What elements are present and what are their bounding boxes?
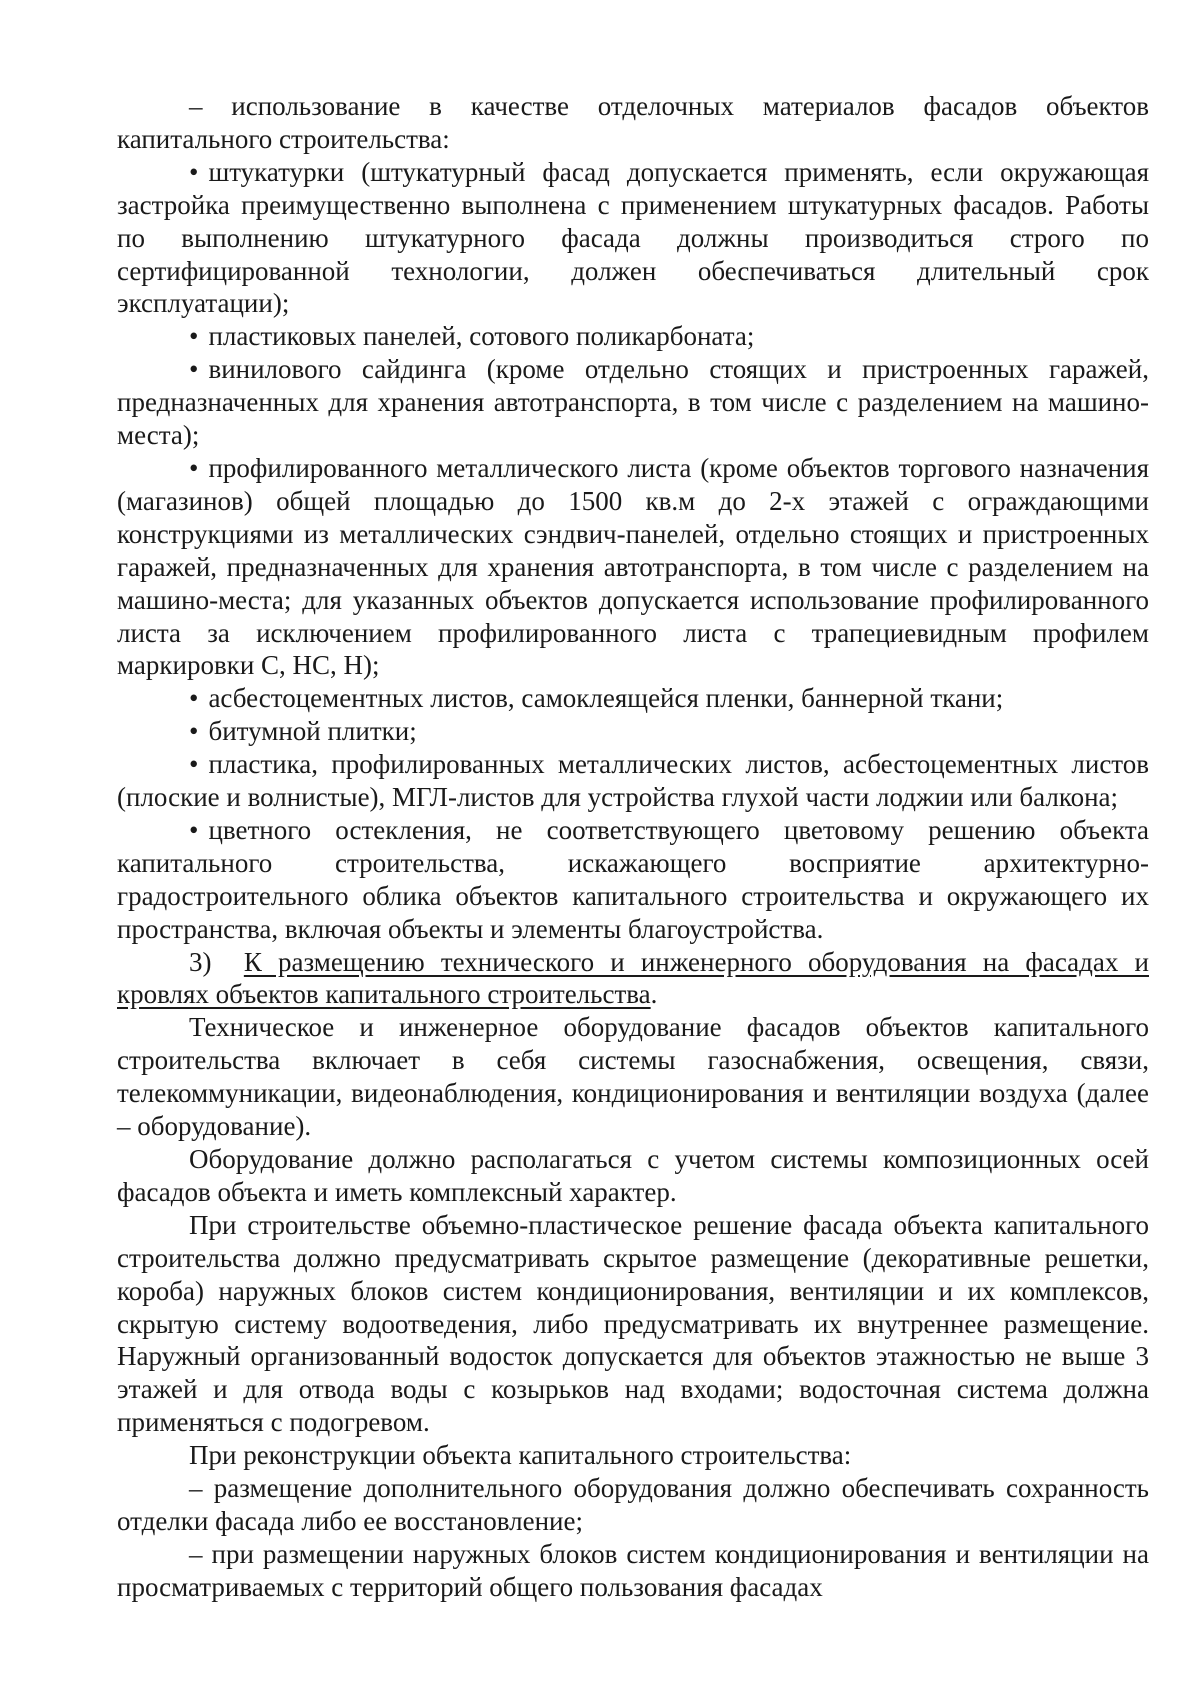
paragraph-reconstruction-intro: При реконструкции объекта капитального строительства: <box>189 1440 852 1471</box>
bullet-icon: • <box>189 321 199 352</box>
paragraph-equipment-definition: Техническое и инженерное оборудование фасадов объектов капитального строительства включает в себя системы газоснабжения, освещения, связи, телекоммуникации, видеонаблюдения, кондиционирования и вентиляции воздуха (далее – оборудование). <box>117 1012 1149 1142</box>
dash-item-outdoor-units: – при размещении наружных блоков систем кондиционирования и вентиляции на просматриваемых с территорий общего пользования фасадах <box>117 1538 1149 1602</box>
bullet-icon: • <box>189 749 199 780</box>
paragraph-construction-requirements: При строительстве объемно-пластическое решение фасада объекта капитального строительства должно предусматривать скрытое размещение (декоративные решетки, короба) наружных блоков систем кондиционирования, вентиляции и их комплексов, скрытую систему водоотведения, либо предусматривать их внутреннее размещение. Наружный организованный водосток допускается для объектов этажностью не выше 3 этажей и для отвода воды с козырьков над входами; водосточная система должна применяться с подогревом. <box>117 1209 1149 1438</box>
bullet-item-plastic-panels: • пластиковых панелей, сотового поликарбоната; <box>189 321 755 352</box>
bullet-icon: • <box>189 716 199 747</box>
bullet-icon: • <box>189 814 199 845</box>
bullet-item-bitumen-tile: • битумной плитки; <box>189 716 417 747</box>
bullet-icon: • <box>189 452 199 483</box>
bullet-item-profiled-sheet: • профилированного металлического листа (кроме объектов торгового назначения (магазинов) общей площадью до 1500 кв.м до 2-х этажей с ограждающими конструкциями из металлических сэндвич-панелей, отдельно стоящих и пристроенных гаражей, предназначенных для хранения автотранспорта, в том числе с разделением на машино-места; для указанных объектов допускается использование профилированного листа за исключением профилированного листа с трапециевидным профилем маркировки С, НС, Н); <box>117 452 1149 681</box>
dash-item-additional-equipment: – размещение дополнительного оборудования должно обеспечивать сохранность отделки фасада либо ее восстановление; <box>117 1473 1149 1536</box>
bullet-icon: • <box>189 156 199 187</box>
bullet-item-plaster: • штукатурки (штукатурный фасад допускается применять, если окружающая застройка преимущественно выполнена с применением штукатурных фасадов. Работы по выполнению штукатурного фасада должны производиться строго по сертифицированной технологии, должен обеспечиваться длительный срок эксплуатации); <box>117 156 1149 319</box>
document-body <box>117 90 1149 1604</box>
bullet-icon: • <box>189 683 199 714</box>
bullet-item-asbestos-sheets: • асбестоцементных листов, самоклеящейся пленки, баннерной ткани; <box>189 683 1004 714</box>
bullet-icon: • <box>189 354 199 385</box>
section-number: 3) <box>189 946 212 977</box>
bullet-item-vinyl-siding: • винилового сайдинга (кроме отдельно стоящих и пристроенных гаражей, предназначенных для хранения автотранспорта, в том числе с разделением на машино-места); <box>117 354 1149 451</box>
section-heading-equipment: 3) К размещению технического и инженерного оборудования на фасадах и кровлях объектов капитального строительства. <box>117 946 1149 1010</box>
paragraph-equipment-axes: Оборудование должно располагаться с учетом системы композиционных осей фасадов объекта и иметь комплексный характер. <box>117 1144 1149 1207</box>
bullet-item-plastic-loggia: • пластика, профилированных металлических листов, асбестоцементных листов (плоские и волнистые), МГЛ-листов для устройства глухой части лоджии или балкона; <box>117 749 1149 813</box>
dash-item-finishing-materials: – использование в качестве отделочных материалов фасадов объектов капитального строительства: <box>117 91 1149 154</box>
section-title: К размещению технического и инженерного оборудования на фасадах и кровлях объектов капитального строительства <box>117 946 1149 1010</box>
bullet-item-colored-glazing: • цветного остекления, не соответствующего цветовому решению объекта капитального строительства, искажающего восприятие архитектурно-градостроительного облика объектов капитального строительства и окружающего их пространства, включая объекты и элементы благоустройства. <box>117 814 1149 944</box>
